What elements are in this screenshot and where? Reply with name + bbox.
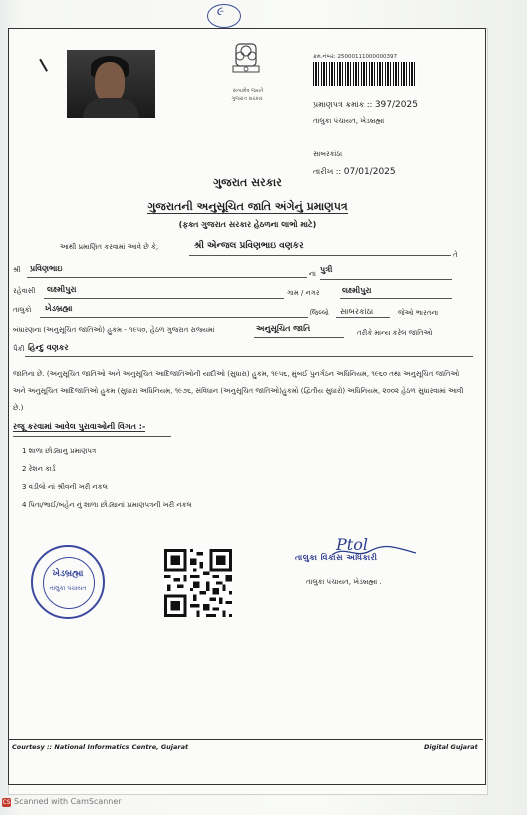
date-label: તારીખ :: — [313, 167, 342, 176]
category: અનુસૂચિત જાતિ — [256, 324, 311, 333]
evidence-heading — [13, 422, 145, 432]
photo-shirt — [83, 98, 139, 118]
relation: પુત્રી — [320, 265, 333, 274]
evidence-item: 2 રેશન કાર્ડ — [22, 465, 56, 473]
taluka-label: તાલુકો — [13, 306, 32, 314]
evidence-list — [22, 442, 192, 514]
village: લક્ષ્મીપુરા — [342, 286, 372, 295]
government-heading: ગુજરાત સરકાર — [213, 176, 282, 189]
residence-label: રહેવાસી — [13, 287, 36, 295]
certificate-number-value: 397/2025 — [374, 100, 418, 110]
footer-courtesy: Courtesy :: National Informatics Centre, Gujarat — [12, 743, 189, 751]
district-line — [336, 317, 390, 318]
caste-prefix: પૈકી — [13, 345, 25, 353]
handwritten-number: ૯ — [216, 4, 224, 18]
certificate-subtitle: (ફક્ત ગુજરાત સરકાર હેઠળના લાભો માટે) — [178, 220, 317, 229]
na-label: ના — [309, 270, 316, 278]
residence-line — [44, 298, 284, 299]
legal-paragraph: જાતિના છે. (અનુસૂચિત જાતિઓ અને અનુસૂચિત આદિજાતિઓની યાદીઓ (સુધારા) હુકમ, ૧૯૫૬, મુંબઈ પુનર્ગઠન અધિનિયમ, ૧૯૬૦ તથા અનુસૂચિત જાતિઓ અને અનુસૂચિત આદિજાતિઓ હુકમ (સુધારા અધિનિયમ, ૧૯૭૬, સંવિધાન (અનુસૂચિત જાતિઓ)હુકમો (દ્વિતીય સુધારો) અધિનિયમ, ૨૦૦૨ હેઠળ સુધારવામાં આવી છે.) — [13, 370, 464, 412]
qr-code — [164, 549, 232, 617]
suffix-te: તે — [453, 251, 458, 259]
shri-label: શ્રી — [13, 266, 21, 274]
father-name-line — [27, 277, 307, 278]
recognized-text: તરીકે માન્ય કરેલ જાતિઓ — [357, 329, 433, 337]
certificate-number-row — [313, 100, 418, 110]
stamp-line-1: ખેડબ્રહ્મા — [52, 569, 84, 579]
taluka: ખેડબ્રહ્મા — [45, 304, 73, 313]
certificate-title — [0, 200, 495, 214]
caste: હિન્દુ વણકર — [28, 343, 69, 352]
district: સાબરકાંઠા — [340, 307, 374, 316]
evidence-item: 3 વડીલો નાં શ્રીવની ખરી નકલ — [22, 483, 108, 491]
evidence-item: 1 શાળા છોડ્યાનુ પ્રમાણપત્ર — [22, 447, 97, 455]
evidence-heading-text: રજૂ કરવામાં આવેલ પુરાવાઓની વિગત :- — [13, 422, 146, 431]
stamp-line-2: તાલુકા પંચાયત — [49, 585, 87, 592]
applicant-name: શ્રી એન્જલ પ્રવિણભાઇ વણકર — [194, 241, 304, 251]
handwritten-circle-mark — [207, 4, 241, 28]
footer-brand: Digital Gujarat — [424, 743, 478, 751]
evidence-item: 4 પિતા/ભાઈ/બહેન નું શાળા છોડ્યાનાં પ્રમાણપત્રની ખરી નકલ — [22, 501, 192, 509]
photo-face — [95, 62, 125, 102]
certificate-number-label: પ્રમાણપત્ર ક્રમાંક :: — [313, 100, 373, 109]
certify-label: આથી પ્રમાણિત કરવામાં આવે છે કે, — [60, 243, 159, 251]
file-reference: સાબરકાંઠા — [313, 150, 343, 158]
signature-office-stamp: તાલુકા વિકાસ અધિકારી — [295, 553, 378, 562]
signature-line-1: તાલુકા પંચાયત, ખેડબ્રહ્મા . — [306, 578, 382, 586]
issuing-office: તાલુકા પંચાયત, ખેડબ્રહ્મા — [313, 117, 385, 125]
doc-number-label: ક્રમ.નંબર: — [313, 54, 336, 60]
village-line — [340, 298, 452, 299]
scanner-watermark — [2, 797, 122, 807]
caste-line — [25, 356, 473, 357]
stamp-inner-ring — [43, 557, 95, 609]
category-line — [254, 337, 344, 338]
father-name: પ્રવિણભાઇ — [30, 264, 63, 273]
emblem-caption: સત્યમેવ જયતે — [232, 88, 264, 94]
district-label: જિલ્લો — [310, 309, 329, 317]
order-text: બંધારણના (અનુસૂચિત જાતિઓ) હુકમ - ૧૯૫૦, હેઠળ ગુજરાત રાજ્યમાં — [13, 326, 215, 334]
national-emblem-icon — [224, 40, 268, 86]
barcode — [313, 62, 417, 86]
applicant-photo — [67, 50, 155, 118]
footer-rule — [9, 739, 483, 740]
camscanner-logo-icon: CS — [2, 799, 11, 806]
signature-scribble: Ptol — [336, 535, 368, 554]
round-office-stamp — [31, 545, 105, 619]
residence: લક્ષ્મીપુરા — [47, 285, 77, 294]
date-value: 07/01/2025 — [343, 167, 396, 177]
scanner-text: Scanned with CamScanner — [14, 797, 122, 806]
state-suffix: જેઓ ભારતના — [398, 309, 439, 317]
doc-number-value: 25000111000000397 — [337, 54, 397, 60]
applicant-name-line — [189, 255, 451, 256]
emblem-subcaption: ગુજરાત સરકાર — [231, 96, 263, 102]
evidence-heading-underline — [13, 436, 171, 437]
certificate-title-text: ગુજરાતની અનુસૂચિત જાતિ અંગેનું પ્રમાણપત્ર — [147, 200, 348, 213]
village-label: ગામ / નગર — [287, 289, 320, 297]
taluka-line — [40, 317, 308, 318]
doc-number-row — [313, 54, 397, 61]
relation-line — [320, 279, 452, 280]
